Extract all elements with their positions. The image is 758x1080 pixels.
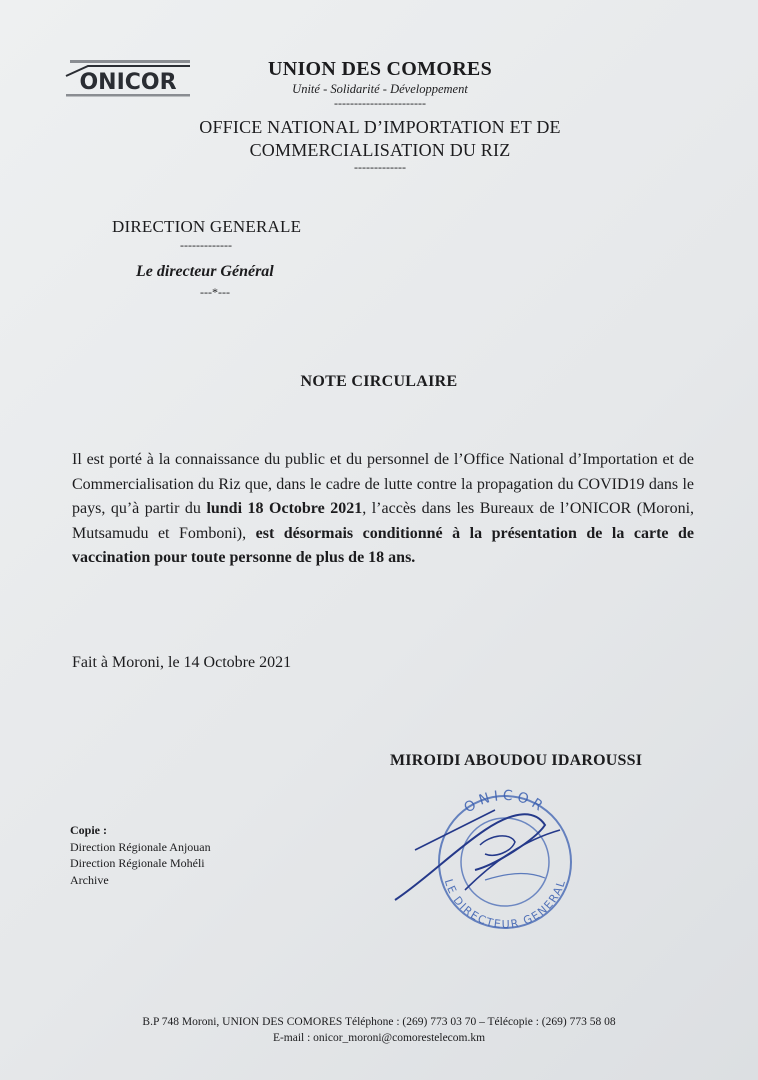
separator: ------------- <box>180 238 232 252</box>
svg-text:LE DIRECTEUR GENERAL: LE DIRECTEUR GENERAL <box>441 877 569 932</box>
note-title: NOTE CIRCULAIRE <box>300 373 458 390</box>
direction-title: DIRECTION GENERALE <box>112 217 302 236</box>
onicor-logo <box>58 56 198 106</box>
stamp-seal-icon <box>385 770 595 940</box>
separator: ----------------------- <box>334 96 426 110</box>
footer-email: E-mail : onicor_moroni@comorestelecom.km <box>272 1032 486 1044</box>
official-stamp <box>385 770 595 940</box>
footer <box>0 1014 758 1046</box>
svg-text:ONICOR: ONICOR <box>79 70 177 95</box>
svg-text:ONICOR: ONICOR <box>461 787 549 817</box>
copy-list <box>70 822 211 888</box>
copy-label: Copie : <box>70 823 107 837</box>
copy-item: Direction Régionale Mohéli <box>70 856 205 870</box>
office-name-line1: OFFICE NATIONAL D’IMPORTATION ET DE <box>199 117 561 137</box>
body-part1: Il est porté à la connaissance du public et du personnel de l’Office National d’Importation et de Commercialisation du Riz que, dans le cadre de lutte contre la propagation du COVID19 dans le pays, qu’à partir du <box>72 451 694 517</box>
onicor-logo-icon <box>58 56 198 106</box>
body-date: lundi 18 Octobre 2021 <box>206 500 363 517</box>
separator: ---*--- <box>200 285 230 299</box>
director-title: Le directeur Général <box>136 263 274 280</box>
office-name <box>150 116 610 162</box>
body-condition: est désormais conditionné à la présentation de la carte de vaccination pour toute personne de plus de 18 ans. <box>72 524 695 566</box>
note-body <box>72 448 694 571</box>
country-name: UNION DES COMORES <box>267 58 493 80</box>
copy-item: Archive <box>70 872 109 887</box>
place-date: Fait à Moroni, le 14 Octobre 2021 <box>72 654 292 671</box>
national-motto: Unité - Solidarité - Développement <box>292 82 468 96</box>
footer-address: B.P 748 Moroni, UNION DES COMORES Téléphone : (269) 773 03 70 – Télécopie : (269) 773 58 08 <box>142 1016 616 1028</box>
separator: ------------- <box>354 160 406 174</box>
body-part2: , l’accès dans les Bureaux de l’ONICOR (Moroni, Mutsamudu et Fomboni), <box>72 500 695 542</box>
signatory-name: MIROIDI ABOUDOU IDAROUSSI <box>390 752 643 769</box>
office-name-line2: COMMERCIALISATION DU RIZ <box>249 140 511 160</box>
copy-item: Direction Régionale Anjouan <box>70 839 211 854</box>
